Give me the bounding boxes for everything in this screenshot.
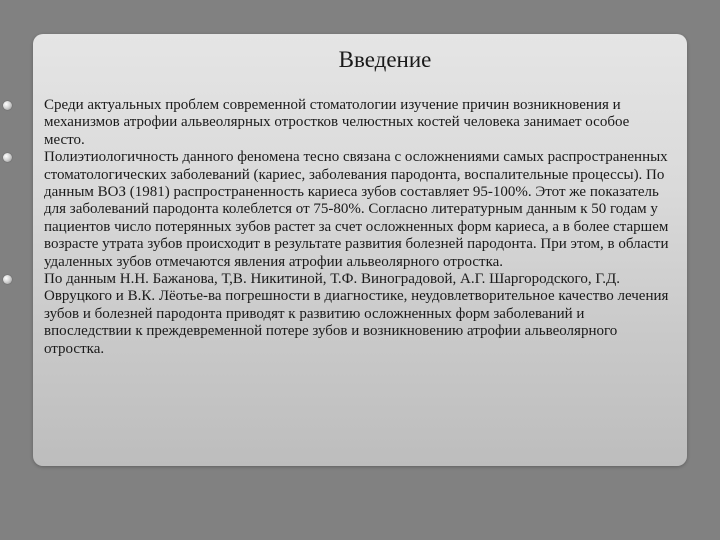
bullet-text: Среди актуальных проблем современной стоматологии изучение причин возникновения и механизмов атрофии альвеолярных отростков челюстных костей человека занимает особое место.	[44, 97, 630, 148]
bullet-item	[0, 149, 700, 271]
bullet-text: По данным Н.Н. Бажанова, Т,В. Никитиной, Т.Ф. Виноградовой, А.Г. Шаргородского, Г.Д. Овруцкого и В.К. Лёотье-ва погрешности в диагностике, неудовлетворительное качество лечения зубов и болезней пародонта приводят к развитию осложненных форм заболеваний и впоследствии к преждевременной потере зубов и возникновению атрофии альвеолярного отростка.	[44, 271, 669, 357]
bullet-list	[0, 97, 700, 358]
bullet-dot-icon	[3, 101, 12, 110]
bullet-text: Полиэтиологичность данного феномена тесно связана с осложнениями самых распространенных стоматологических заболеваний (кариес, заболевания пародонта, воспалительные процессы). По данным ВОЗ (1981) распространенность кариеса зубов составляет 95-100%. Этот же показатель для заболеваний пародонта колеблется от 75-80%. Согласно литературным данным к 50 годам у пациентов число потерянных зубов растет за счет осложненных форм кариеса, а в более старшем возрасте утрата зубов происходит в результате развития болезней пародонта. При этом, в области удаленных зубов отмечаются явления атрофии альвеолярного отростка.	[44, 149, 669, 270]
bullet-item	[0, 271, 700, 358]
bullet-dot-icon	[3, 153, 12, 162]
slide-title: Введение	[338, 47, 432, 72]
bullet-item	[0, 97, 700, 149]
bullet-dot-icon	[3, 275, 12, 284]
